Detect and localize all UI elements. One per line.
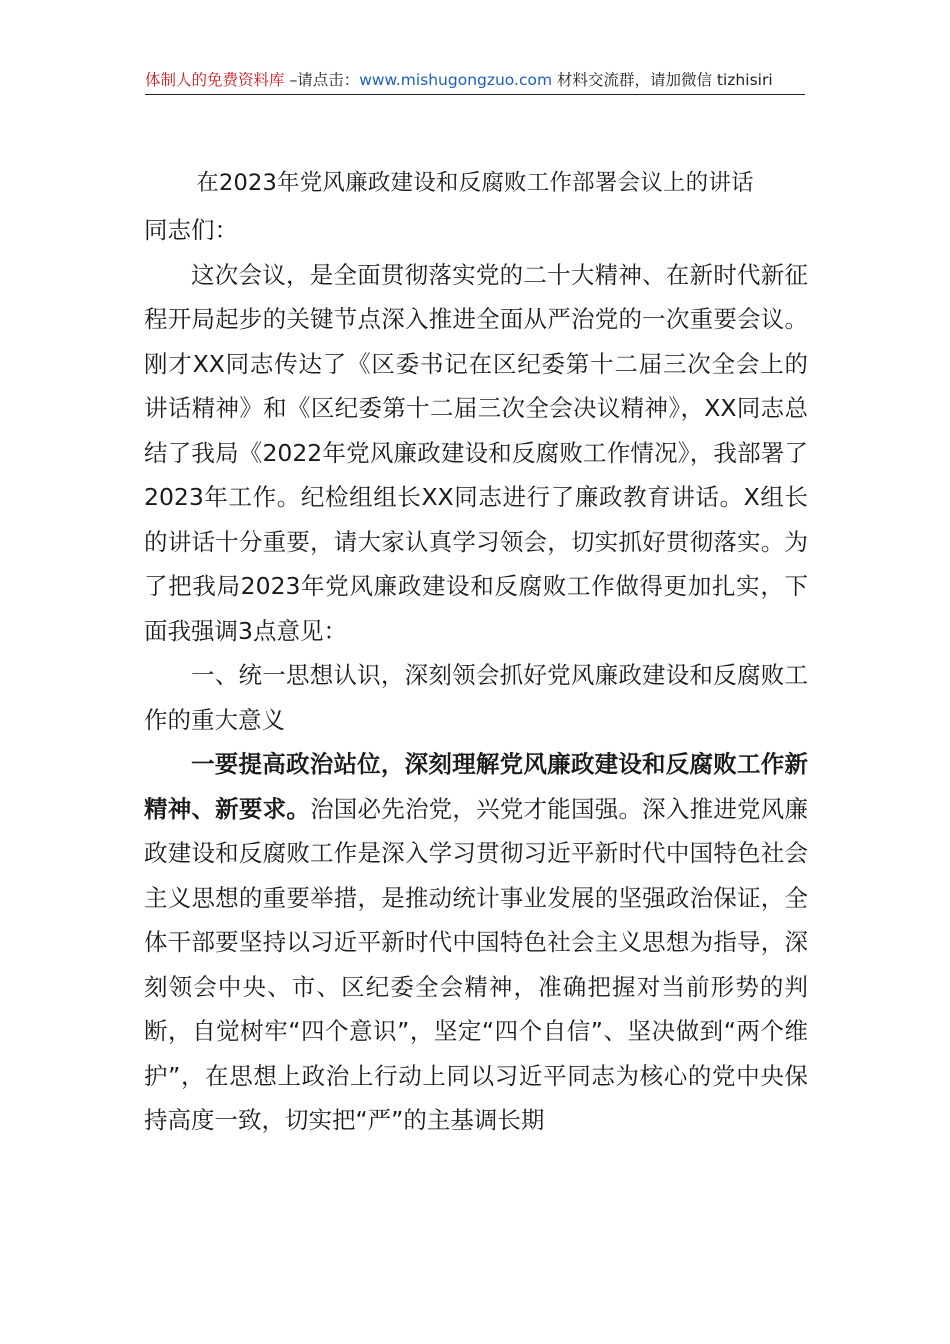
header-prompt: –请点击：: [284, 71, 360, 89]
section-heading-1: 一、统一思想认识，深刻领会抓好党风廉政建设和反腐败工作的重大意义: [144, 661, 808, 734]
document-body: [144, 208, 808, 1143]
document-title: 在2023年党风廉政建设和反腐败工作部署会议上的讲话: [196, 170, 754, 196]
point-1-lead: 一要提高政治站位，深刻理解党风廉政建设和反腐败工作新精神、新要求。: [144, 750, 808, 823]
paragraph-point-1: [144, 742, 808, 1143]
header-contact: 材料交流群，请加微信 tizhisiri: [552, 71, 773, 89]
header-url-link[interactable]: www.mishugongzuo.com: [359, 71, 553, 89]
paragraph-intro: 这次会议，是全面贯彻落实党的二十大精神、在新时代新征程开局起步的关键节点深入推进全面从严治党的一次重要会议。刚才XX同志传达了《区委书记在区纪委第十二届三次全会上的讲话精神》和《区纪委第十二届三次全会决议精神》，XX同志总结了我局《2022年党风廉政建设和反腐败工作情况》，我部署了2023年工作。纪检组组长XX同志进行了廉政教育讲话。X组长的讲话十分重要，请大家认真学习领会，切实抓好贯彻落实。为了把我局2023年党风廉政建设和反腐败工作做得更加扎实，下面我强调3点意见：: [144, 260, 808, 645]
salutation: 同志们：: [144, 216, 238, 244]
header-brand: 体制人的免费资料库: [145, 71, 285, 89]
page-header: [145, 66, 805, 95]
point-1-text: 治国必先治党，兴党才能国强。深入推进党风廉政建设和反腐败工作是深入学习贯彻习近平新时代中国特色社会主义思想的重要举措，是推动统计事业发展的坚强政治保证，全体干部要坚持以习近平新时代中国特色社会主义思想为指导，深刻领会中央、市、区纪委全会精神，准确把握对当前形势的判断，自觉树牢“四个意识”，坚定“四个自信”、坚决做到“两个维护”，在思想上政治上行动上同以习近平同志为核心的党中央保持高度一致，切实把“严”的主基调长期: [144, 794, 809, 1134]
